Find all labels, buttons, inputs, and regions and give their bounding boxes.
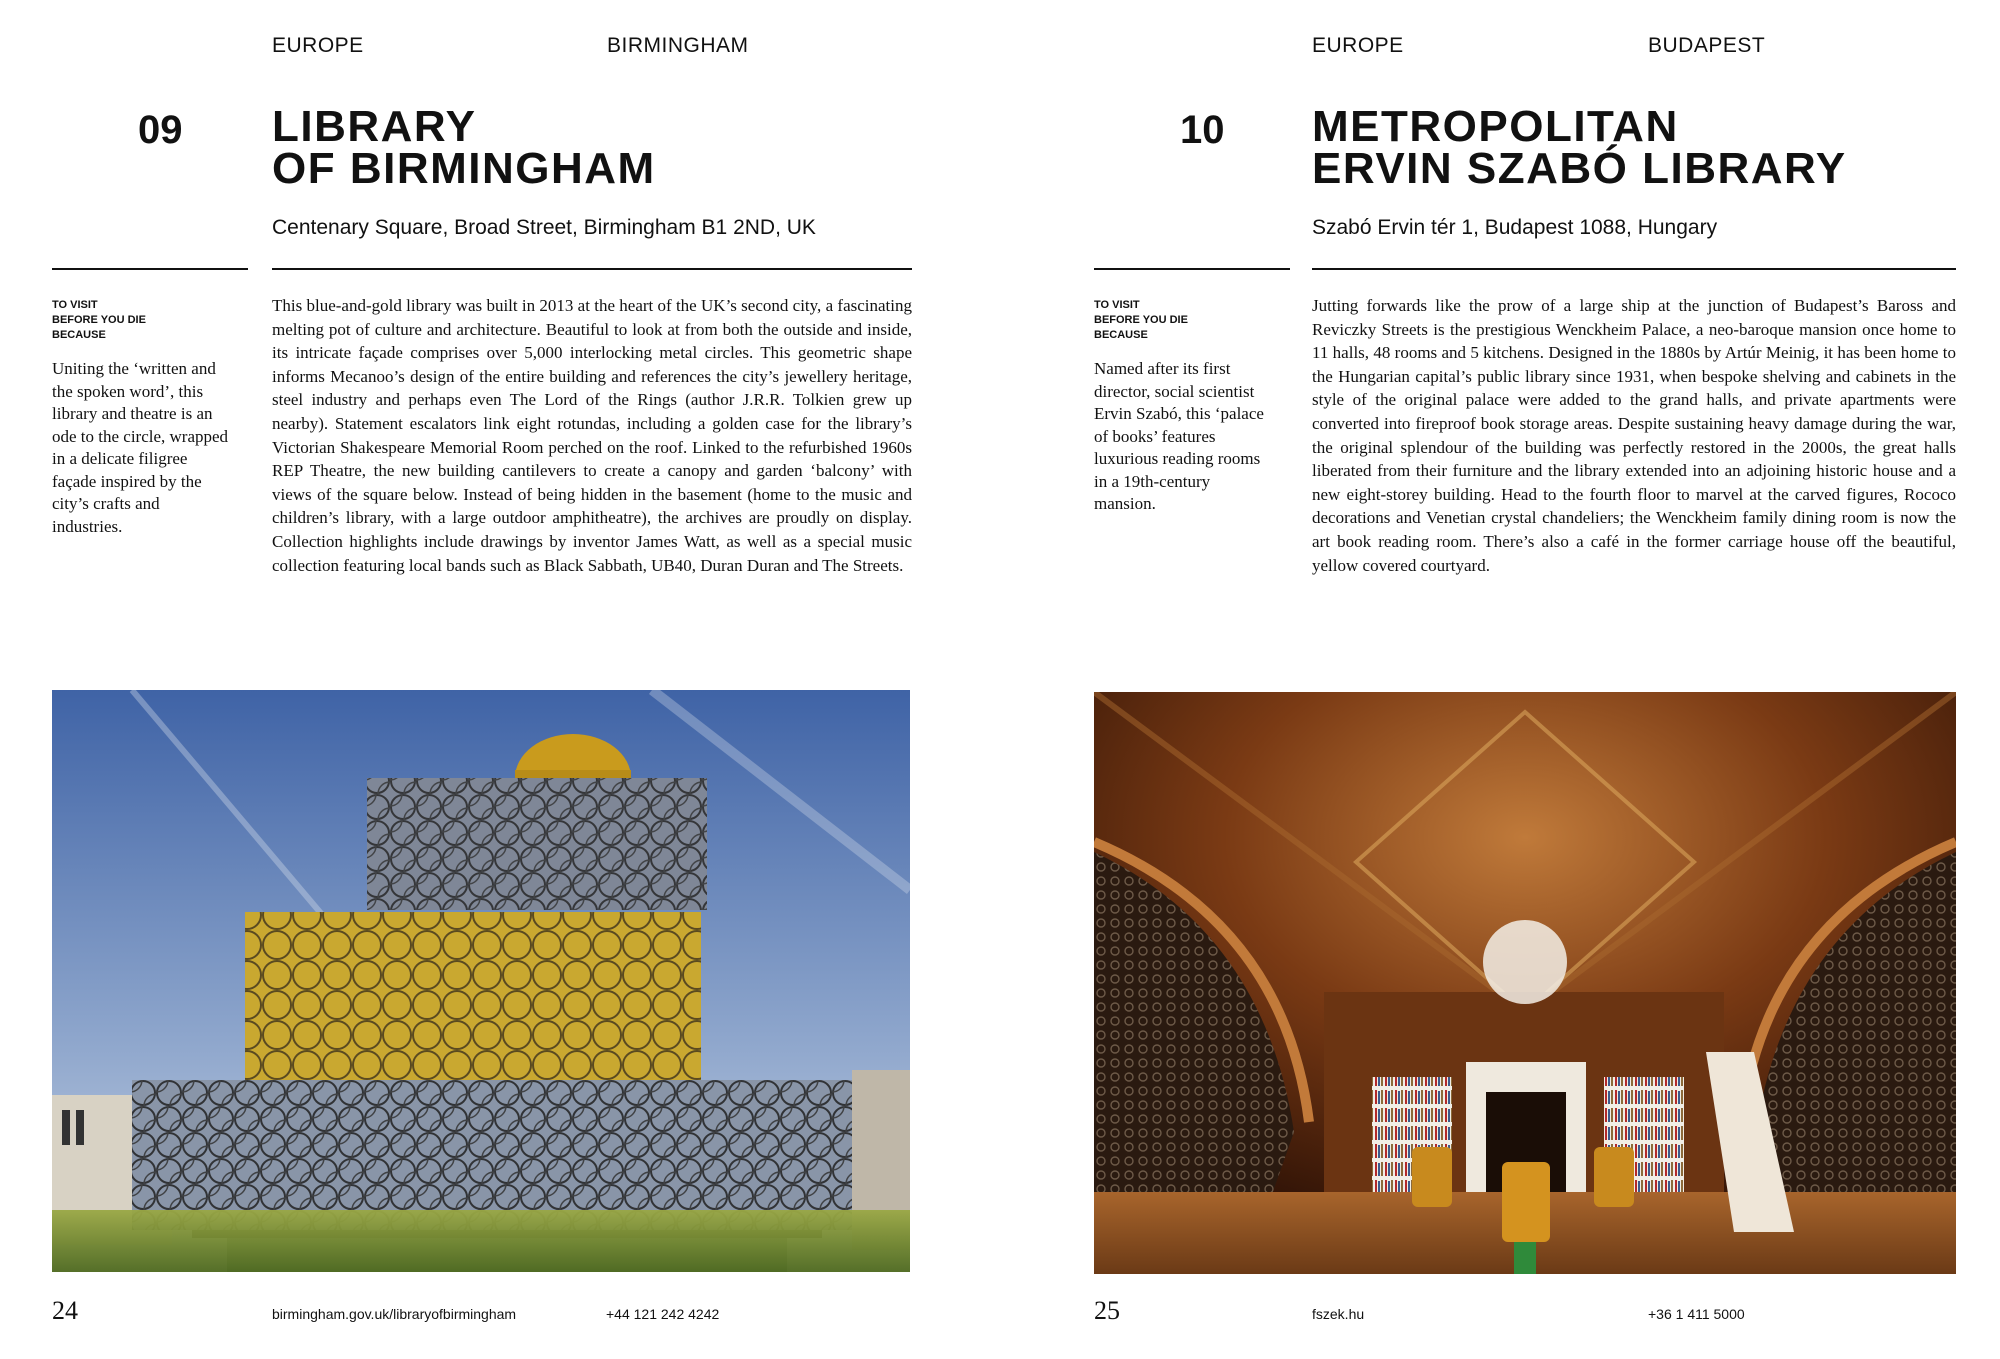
page-number: 24 bbox=[52, 1296, 78, 1325]
entry-address: Szabó Ervin tér 1, Budapest 1088, Hungary bbox=[1312, 216, 1718, 239]
entry-body-text: Jutting forwards like the prow of a large ship at the junction of Budapest’s Baross and Reviczky Streets is the prestigious Wenckheim Palace, a neo-baroque mansion once home to 11 halls, 48 rooms and 5 kitchens. Designed in the 1880s by Artúr Meinig, it has been home to the Hungarian capital’s public library since 1931, when bespoke shelving and cabinets in the style of the original palace were added to the grand halls, and private apartments were converted into fireproof book storage areas. Despite sustaining heavy damage during the war, the original splendour of the building was perfectly restored in the 2000s, the great halls liberated from their furniture and the library extended into an adjoining historic house and a new eight-storey building. Head to the fourth floor to marvel at the carved figures, Rococo decorations and Venetian crystal chandeliers; the Wenckheim family dining room is now the art book reading room. There’s also a café in the former carriage house off the beautiful, yellow covered courtyard. bbox=[1312, 296, 1956, 575]
why-visit-text: Named after its first director, social scientist Ervin Szabó, this ‘palace of books’ features luxurious reading rooms in a 19th-century mansion. bbox=[1094, 359, 1264, 513]
entry-title bbox=[1312, 102, 1847, 193]
entry-title-line-2: OF BIRMINGHAM bbox=[272, 144, 656, 193]
entry-title-line-1: LIBRARY bbox=[272, 102, 477, 151]
why-label-line: BEFORE YOU DIE bbox=[1094, 314, 1188, 326]
why-label-line: BECAUSE bbox=[52, 329, 106, 341]
city-label: BIRMINGHAM bbox=[607, 34, 749, 57]
why-label-line: BECAUSE bbox=[1094, 329, 1148, 341]
entry-title-line-1: METROPOLITAN bbox=[1312, 102, 1679, 151]
website-link[interactable]: birmingham.gov.uk/libraryofbirmingham bbox=[272, 1306, 517, 1322]
entry-title-line-2: ERVIN SZABÓ LIBRARY bbox=[1312, 144, 1847, 193]
entry-number: 09 bbox=[138, 108, 183, 152]
why-label-line: BEFORE YOU DIE bbox=[52, 314, 146, 326]
region-label: EUROPE bbox=[1312, 34, 1404, 57]
why-label-line: TO VISIT bbox=[52, 299, 98, 311]
why-visit-label bbox=[52, 298, 232, 343]
website-link[interactable]: fszek.hu bbox=[1312, 1306, 1365, 1322]
sidebar-rule bbox=[1094, 268, 1290, 270]
birmingham-library-photo bbox=[52, 690, 910, 1272]
entry-body-text: This blue-and-gold library was built in 2013 at the heart of the UK’s second city, a fascinating melting pot of culture and architecture. Beautiful to look at from both the outside and inside, its intricate façade comprises over 5,000 interlocking metal circles. This geometric shape informs Mecanoo’s design of the entire building and references the city’s jewellery heritage, steel industry and perhaps even The Lord of the Rings (author J.R.R. Tolkien grew up nearby). Statement escalators link eight rotundas, including a golden case for the library’s Victorian Shakespeare Memorial Room perched on the roof. Linked to the refurbished 1960s REP Theatre, the new building cantilevers to create a canopy and garden ‘balcony’ with views of the square below. Instead of being hidden in the basement (home to the music and children’s library, with a large outdoor amphitheatre), the archives are proudly on display. Collection highlights include drawings by inventor James Watt, as well as a special music collection featuring local bands such as Black Sabbath, UB40, Duran Duran and The Streets. bbox=[272, 296, 912, 575]
photo-illustration bbox=[52, 690, 910, 1272]
why-visit-label bbox=[1094, 298, 1274, 343]
why-visit-text: Uniting the ‘written and the spoken word’, this library and theatre is an ode to the circle, wrapped in a delicate filigree façade inspired by the city’s crafts and industries. bbox=[52, 359, 229, 536]
phone-number: +36 1 411 5000 bbox=[1648, 1306, 1745, 1322]
szabo-library-photo bbox=[1094, 692, 1956, 1274]
phone-number: +44 121 242 4242 bbox=[606, 1306, 720, 1322]
body-rule bbox=[1312, 268, 1956, 270]
entry-title bbox=[272, 102, 656, 193]
region-label: EUROPE bbox=[272, 34, 364, 57]
sidebar-rule bbox=[52, 268, 248, 270]
photo-illustration bbox=[1094, 692, 1956, 1274]
body-rule bbox=[272, 268, 912, 270]
city-label: BUDAPEST bbox=[1648, 34, 1766, 57]
page-right bbox=[1000, 0, 2000, 1359]
page-number: 25 bbox=[1094, 1296, 1120, 1325]
entry-number: 10 bbox=[1180, 108, 1225, 152]
why-label-line: TO VISIT bbox=[1094, 299, 1140, 311]
entry-address: Centenary Square, Broad Street, Birmingham B1 2ND, UK bbox=[272, 216, 816, 239]
